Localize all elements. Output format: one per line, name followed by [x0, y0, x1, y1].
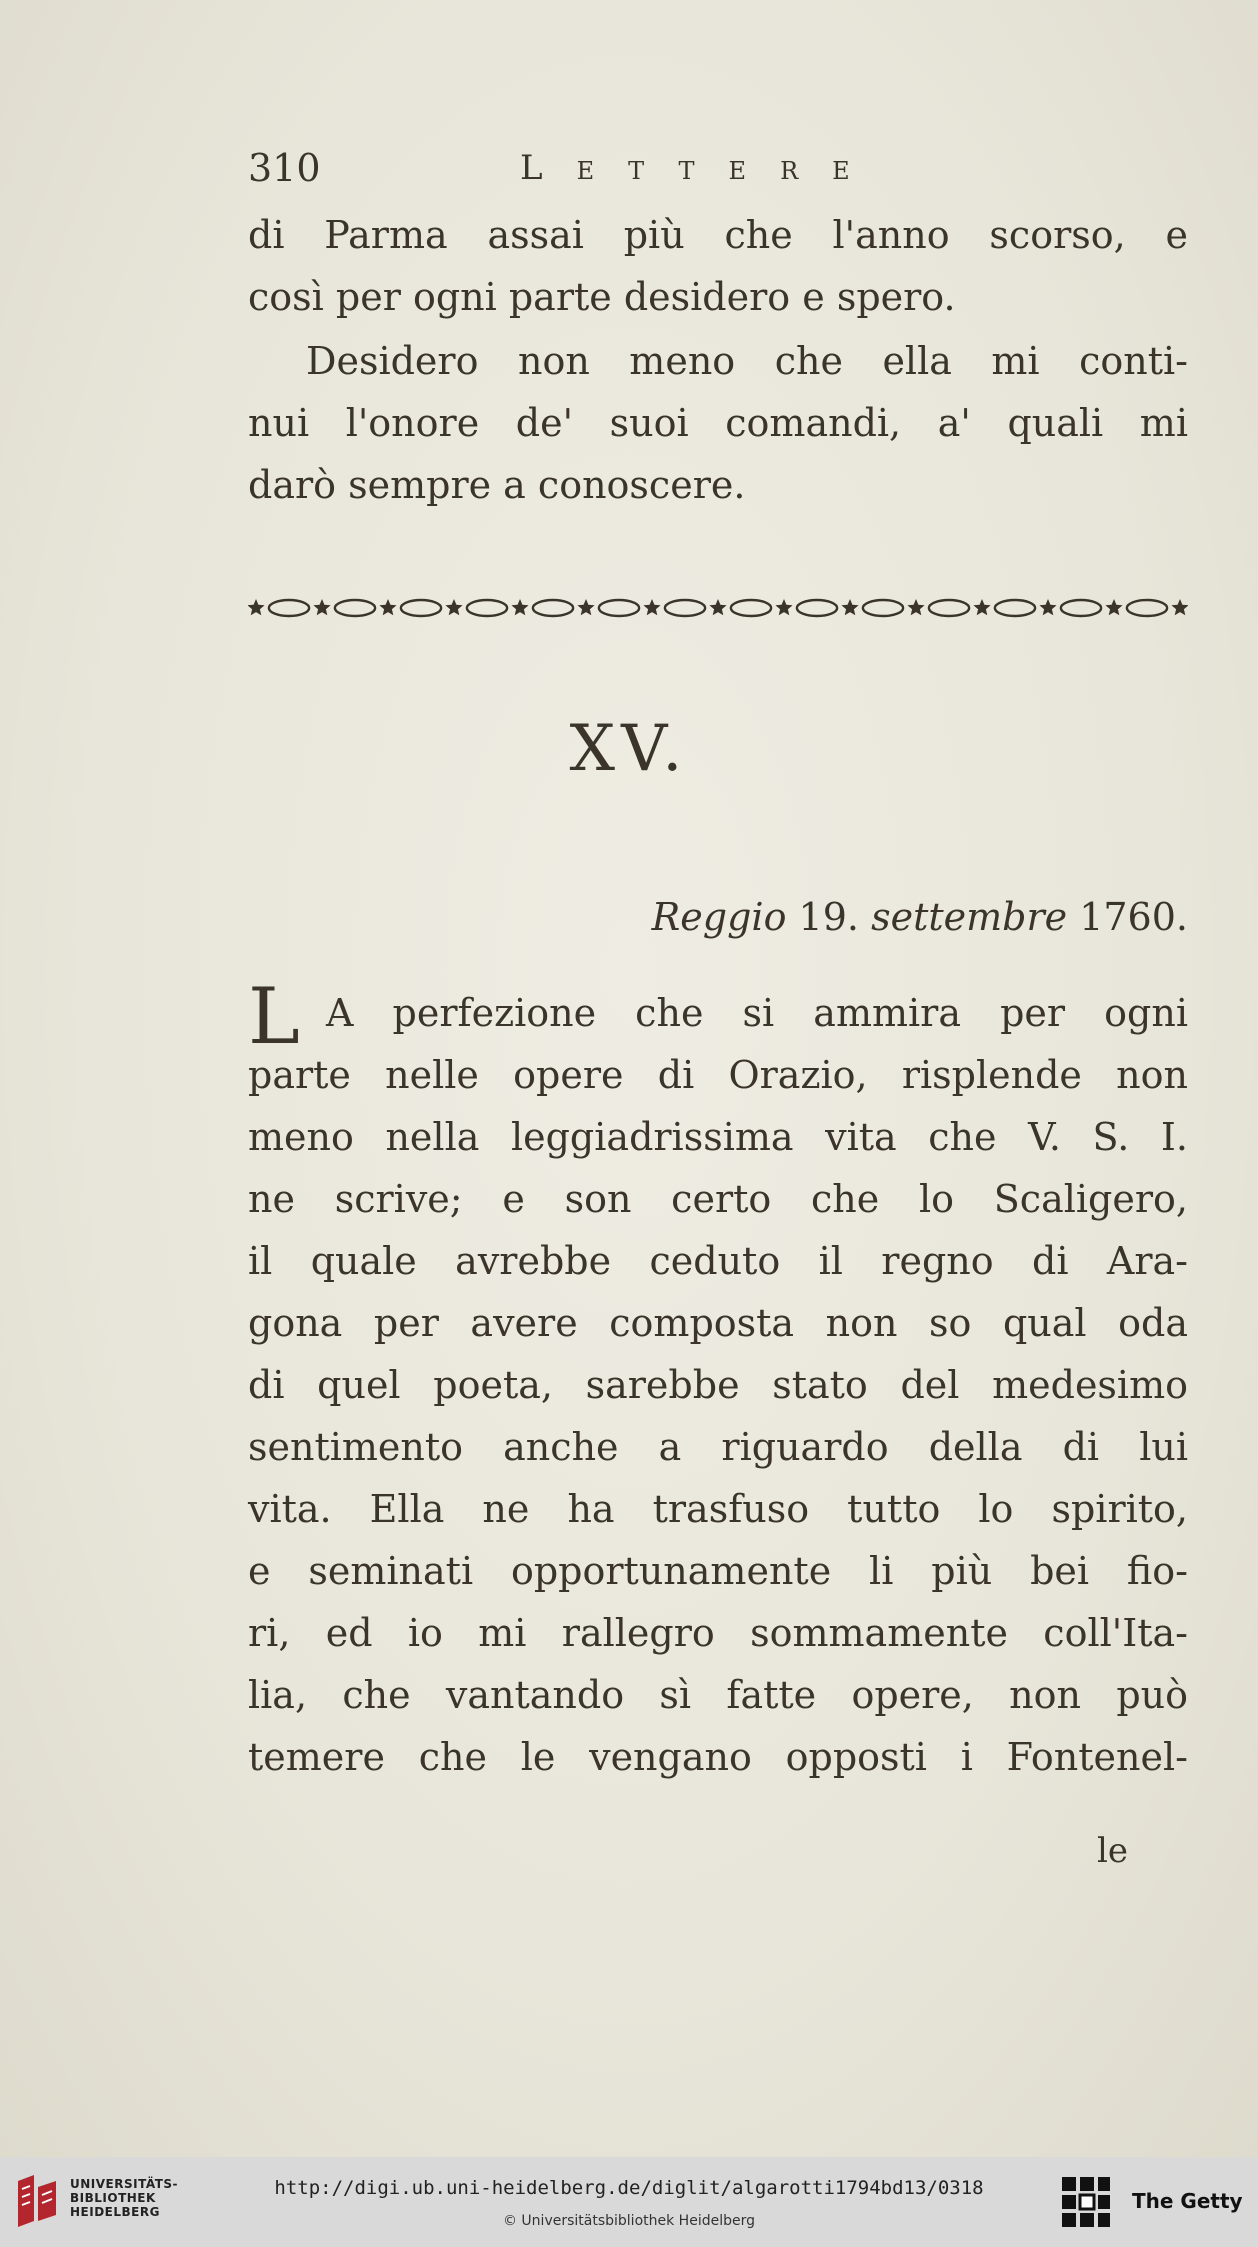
footer-bar [0, 2157, 1258, 2247]
drop-cap: L [248, 972, 300, 1062]
dateline-year: 1760. [1079, 895, 1188, 939]
text-line: parte nelle opere di Orazio, risplende non [248, 1053, 1188, 1097]
ornament-loop [533, 600, 573, 616]
ornament-loop [995, 600, 1035, 616]
top-paragraph [248, 204, 1188, 328]
ornamental-divider [248, 586, 1188, 630]
dateline-month: settembre [871, 895, 1068, 939]
text-line: lia, che vantando sì fatte opere, non può [248, 1673, 1188, 1717]
text-line: darò sempre a conoscere. [248, 463, 746, 507]
dateline-place: Reggio [651, 895, 787, 939]
ornament-star [577, 599, 594, 615]
ornament-loop [863, 600, 903, 616]
ornament-loop [665, 600, 705, 616]
text-line: Desidero non meno che ella mi conti- [306, 339, 1188, 383]
text-line: e seminati opportunamente li più bei fio- [248, 1549, 1188, 1593]
second-paragraph [248, 330, 1188, 516]
getty-logo-icon[interactable] [1060, 2175, 1112, 2229]
ornament-loop [401, 600, 441, 616]
text-line: di quel poeta, sarebbe stato del medesimo [248, 1363, 1188, 1407]
text-line: ne scrive; e son certo che lo Scaligero, [248, 1177, 1188, 1221]
page-header [248, 138, 1188, 198]
text-line: sentimento anche a riguardo della di lui [248, 1425, 1188, 1469]
ornament-star [379, 599, 396, 615]
ornament-pattern-icon [248, 586, 1188, 630]
text-line: di Parma assai più che l'anno scorso, e [248, 213, 1188, 257]
ornament-star [511, 599, 528, 615]
dateline-day: 19. [798, 895, 859, 939]
ornament-star [973, 599, 990, 615]
ornament-star [775, 599, 792, 615]
ornament-loop [929, 600, 969, 616]
ornament-star [1171, 599, 1188, 615]
letter-body [248, 972, 1188, 1788]
chapter-number: XV. [569, 712, 689, 786]
ornament-loop [1061, 600, 1101, 616]
page-number: 310 [248, 146, 321, 190]
ornament-star [313, 599, 330, 615]
text-line: temere che le vengano opposti i Fontenel- [248, 1735, 1188, 1779]
partner-name: The Getty [1132, 2189, 1243, 2213]
text-line: così per ogni parte desidero e spero. [248, 275, 956, 319]
ornament-star [1039, 599, 1056, 615]
text-line: nui l'onore de' suoi comandi, a' quali mi [248, 401, 1188, 445]
ornament-star [643, 599, 660, 615]
ornament-loop [269, 600, 309, 616]
institution-name: UNIVERSITÄTS- BIBLIOTHEK HEIDELBERG [70, 2177, 179, 2219]
ornament-star [1105, 599, 1122, 615]
ornament-loop [599, 600, 639, 616]
text-line: meno nella leggiadrissima vita che V. S. I. [248, 1115, 1188, 1159]
ornament-star [841, 599, 858, 615]
ornament-loop [467, 600, 507, 616]
ornament-loop [335, 600, 375, 616]
ornament-loop [797, 600, 837, 616]
text-line: A perfezione che si ammira per ogni [326, 991, 1188, 1035]
text-line: il quale avrebbe ceduto il regno di Ara- [248, 1239, 1188, 1283]
ornament-loop [1127, 600, 1167, 616]
copyright-notice: © Universitätsbibliothek Heidelberg [502, 2213, 755, 2229]
dateline [248, 886, 1188, 948]
text-line: gona per avere composta non so qual oda [248, 1301, 1188, 1345]
ornament-star [445, 599, 462, 615]
permalink-url[interactable]: http://digi.ub.uni-heidelberg.de/diglit/algarotti1794bd13/0318 [274, 2177, 984, 2199]
ornament-star [248, 599, 265, 615]
ornament-star [709, 599, 726, 615]
text-line: vita. Ella ne ha trasfuso tutto lo spirito, [248, 1487, 1188, 1531]
ornament-loop [731, 600, 771, 616]
ornament-star [907, 599, 924, 615]
text-line: ri, ed io mi rallegro sommamente coll'Ita- [248, 1611, 1188, 1655]
running-head: Lettere [520, 148, 884, 188]
catchword: le [1097, 1831, 1128, 1871]
